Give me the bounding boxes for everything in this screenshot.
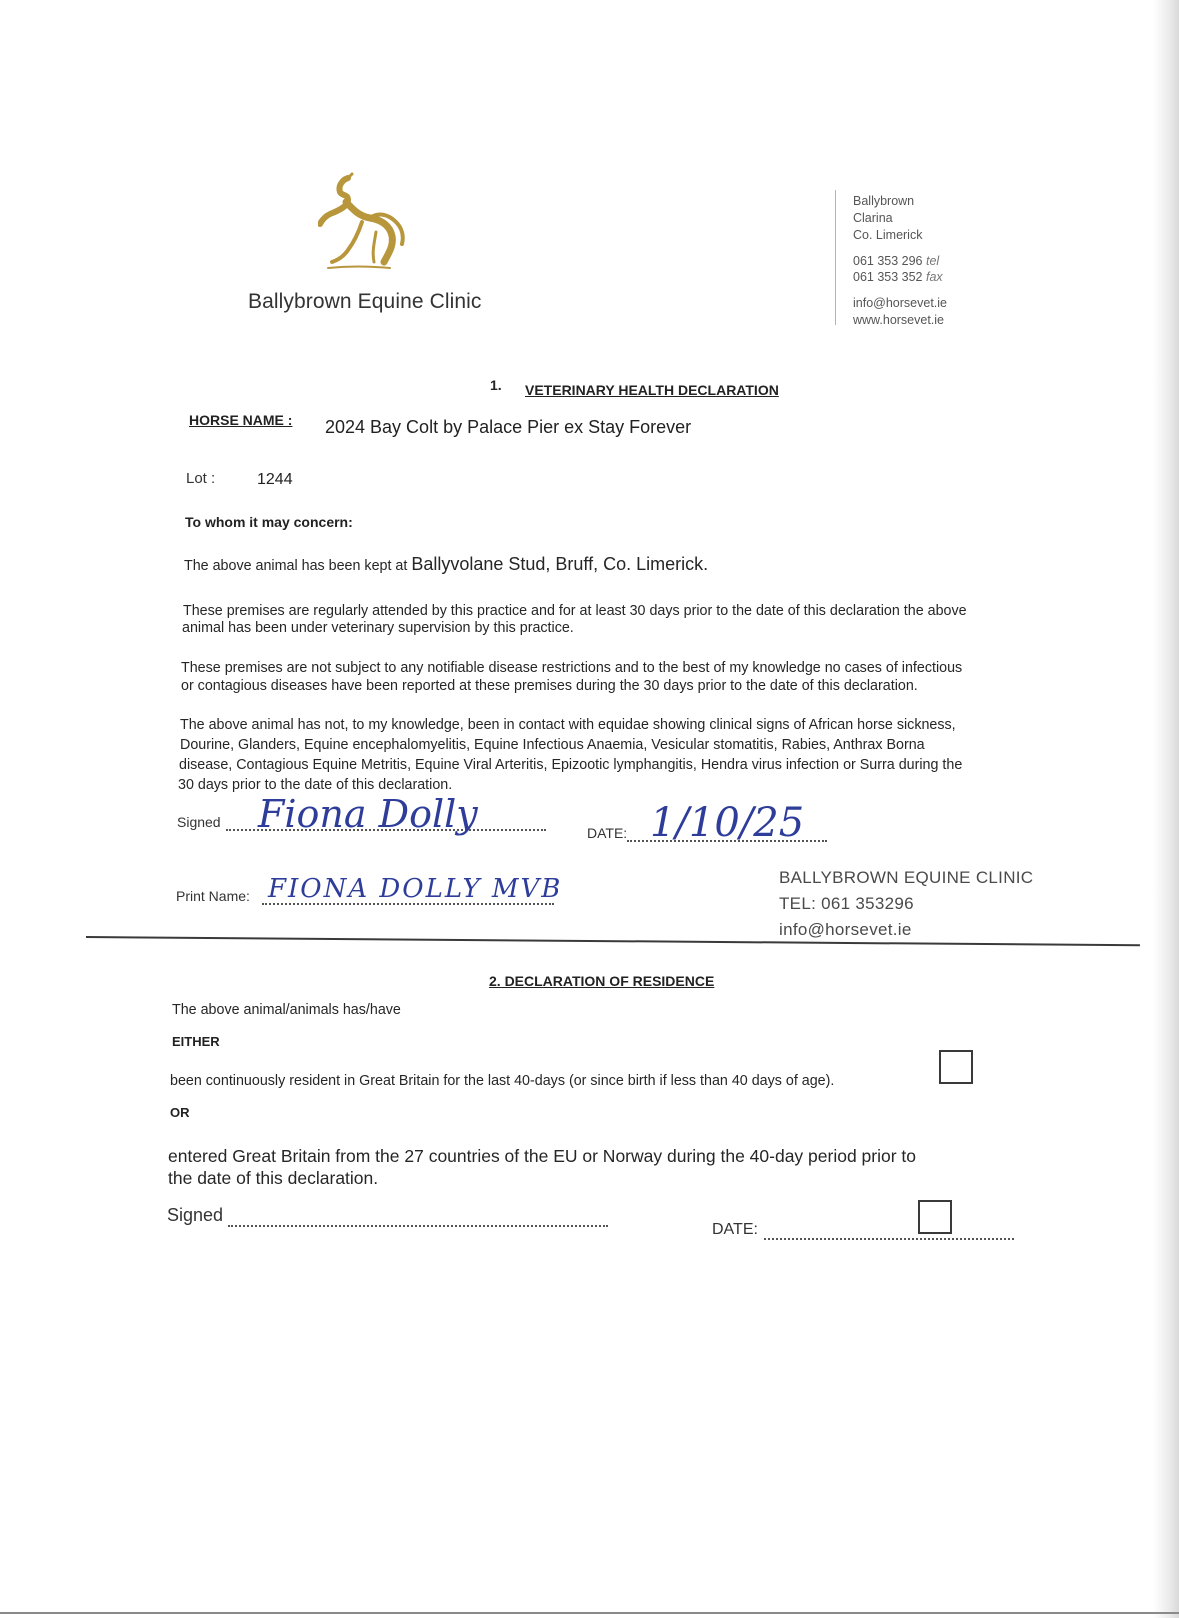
stamp-email: info@horsevet.ie: [779, 920, 912, 939]
print-name-handwritten: FIONA DOLLY MVB: [268, 874, 563, 904]
para2-line2: or contagious diseases have been reported at these premises during the 30 days prior to the date of this declaration.: [181, 678, 918, 694]
telephone: [853, 254, 939, 268]
either-label: EITHER: [172, 1034, 220, 1049]
date-checkbox[interactable]: [918, 1200, 952, 1234]
clinic-horse-logo: [318, 172, 410, 276]
para3-line4: 30 days prior to the date of this declaration.: [178, 777, 453, 793]
clinic-name: Ballybrown Equine Clinic: [248, 290, 482, 313]
para3-line2: Dourine, Glanders, Equine encephalomyelitis, Equine Infectious Anaemia, Vesicular stomatitis, Rabies, Anthrax Borna: [180, 737, 925, 753]
residence-intro: The above animal/animals has/have: [172, 1002, 401, 1018]
para1-line1: These premises are regularly attended by this practice and for at least 30 days prior to the date of this declaration the above: [183, 603, 967, 619]
address-line-2: Clarina: [853, 211, 893, 225]
telephone-suffix: tel: [926, 254, 940, 268]
kept-at-place: Ballyvolane Stud, Bruff, Co. Limerick.: [411, 554, 709, 574]
header-divider: [835, 190, 836, 325]
or-label: OR: [170, 1105, 190, 1120]
stamp-telephone: TEL: 061 353296: [779, 894, 914, 913]
address-line-1: Ballybrown: [853, 194, 915, 208]
residence-option-2-line2: the date of this declaration.: [168, 1168, 379, 1188]
lot-label: Lot :: [186, 470, 216, 487]
date-line-2: [764, 1238, 1014, 1240]
clinic-email: info@horsevet.ie: [853, 296, 947, 310]
signature-handwritten: Fiona Dolly: [258, 792, 478, 836]
section1-title: VETERINARY HEALTH DECLARATION: [525, 382, 779, 398]
residence-option-2-line1: entered Great Britain from the 27 countries of the EU or Norway during the 40-day period prior to: [168, 1146, 917, 1166]
address-line-3: Co. Limerick: [853, 228, 923, 242]
kept-at-statement: [184, 556, 708, 575]
para1-line2: animal has been under veterinary supervision by this practice.: [182, 620, 574, 636]
para3-line3: disease, Contagious Equine Metritis, Equine Viral Arteritis, Epizootic lymphangitis, Hendra virus infection or Surra during the: [179, 757, 963, 773]
signature-line-2: [228, 1225, 608, 1227]
signed-label-2: Signed: [167, 1205, 224, 1225]
para3-line1: The above animal has not, to my knowledge, been in contact with equidae showing clinical signs of African horse sickness,: [180, 717, 956, 733]
kept-at-prefix: The above animal has been kept at: [184, 558, 408, 574]
fax: [853, 270, 943, 284]
fax-number: 061 353 352: [853, 270, 923, 284]
date-label-1: DATE:: [587, 825, 628, 841]
residence-option-1: been continuously resident in Great Britain for the last 40-days (or since birth if less than 40 days of age).: [170, 1073, 835, 1089]
section2-title: 2. DECLARATION OF RESIDENCE: [489, 973, 715, 989]
lot-value: 1244: [257, 471, 293, 488]
fax-suffix: fax: [926, 270, 943, 284]
date-label-2: DATE:: [712, 1221, 758, 1238]
print-name-label: Print Name:: [176, 888, 250, 904]
option-1-checkbox[interactable]: [939, 1050, 973, 1084]
page-edge-shadow: [1153, 0, 1179, 1618]
salutation: To whom it may concern:: [185, 514, 353, 530]
signed-label-1: Signed: [177, 814, 221, 830]
stamp-clinic-name: BALLYBROWN EQUINE CLINIC: [779, 868, 1034, 887]
section1-number: 1.: [490, 377, 502, 393]
section-divider: [86, 936, 1140, 946]
date-handwritten: 1/10/25: [650, 800, 805, 846]
page-bottom-edge: [0, 1612, 1179, 1614]
telephone-number: 061 353 296: [853, 254, 923, 268]
clinic-website: www.horsevet.ie: [853, 313, 945, 327]
horse-name-value: 2024 Bay Colt by Palace Pier ex Stay Forever: [325, 417, 692, 437]
para2-line1: These premises are not subject to any notifiable disease restrictions and to the best of my knowledge no cases of infectious: [181, 660, 963, 676]
horse-name-label: HORSE NAME :: [189, 412, 293, 428]
